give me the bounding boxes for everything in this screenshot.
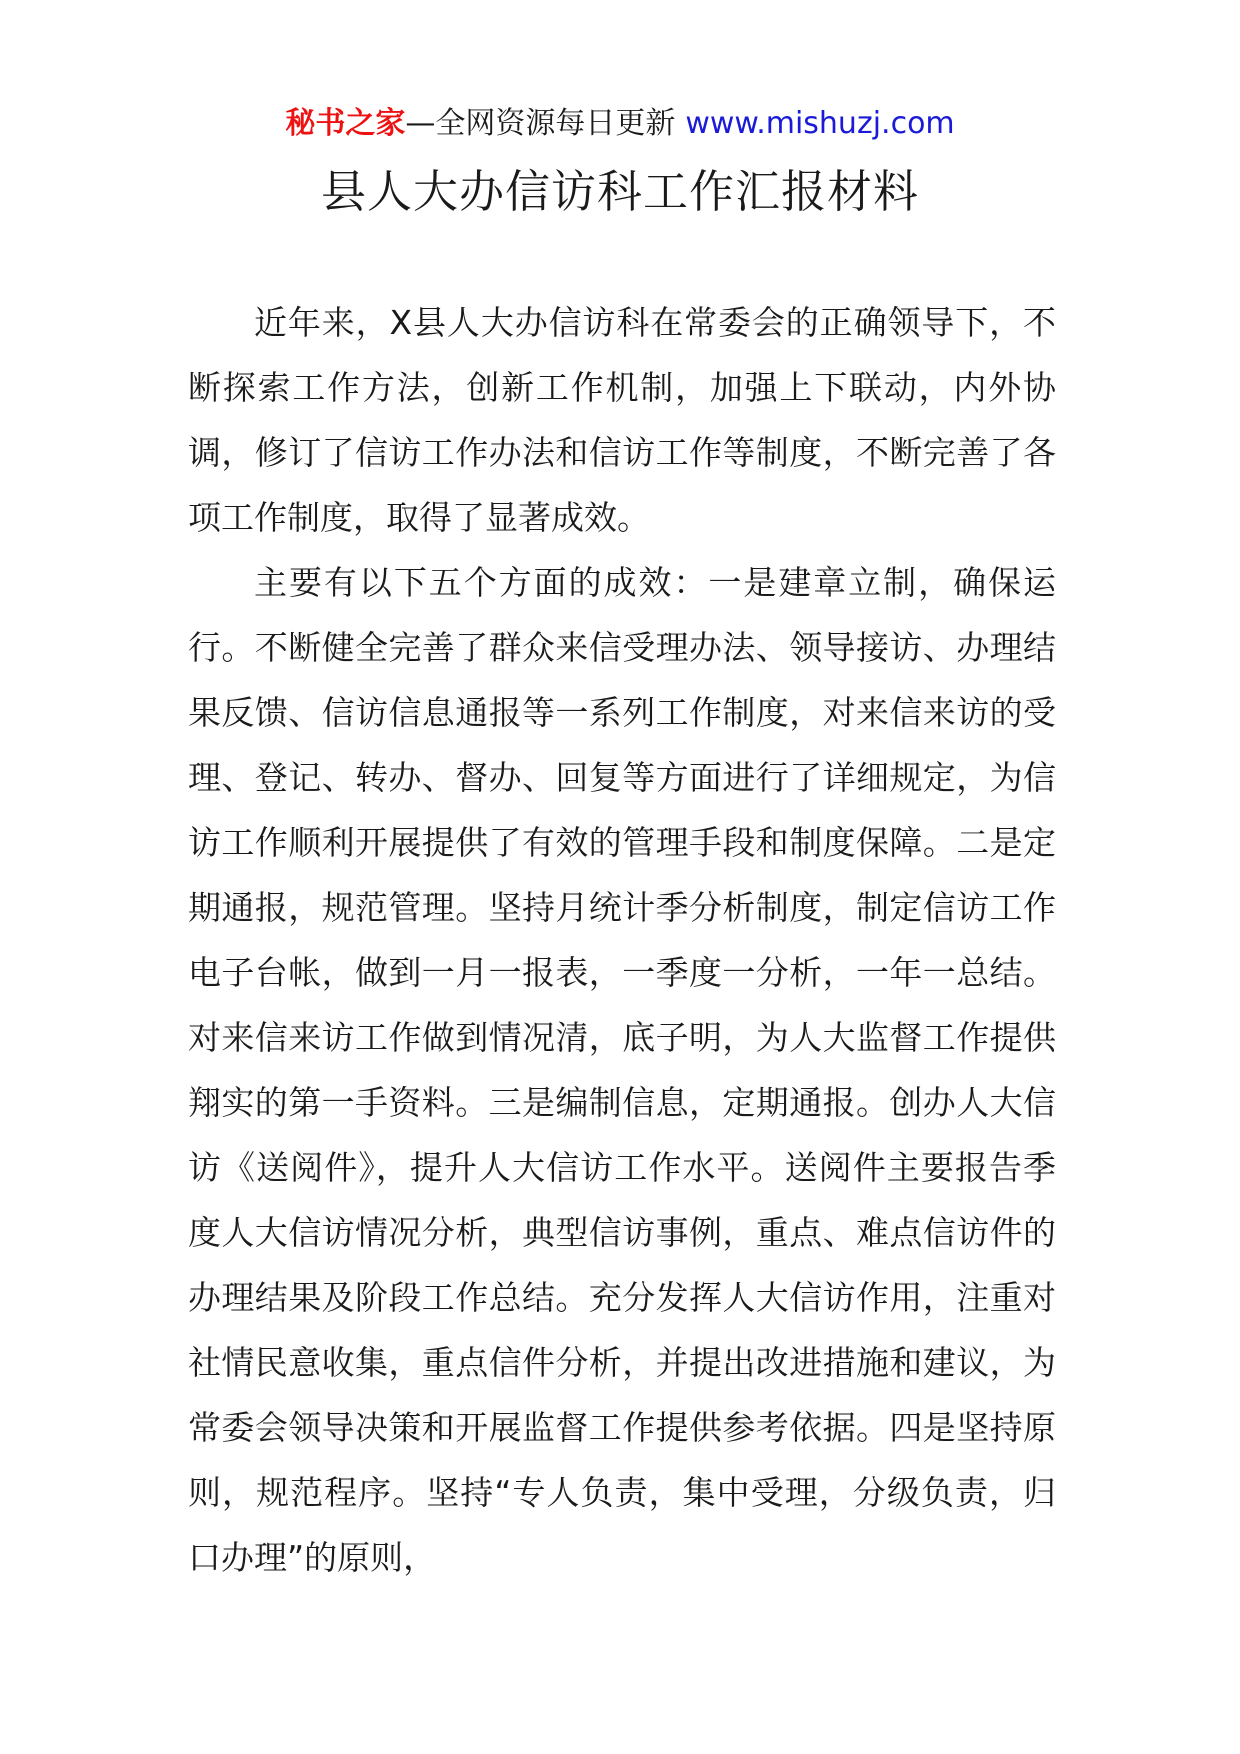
paragraph-intro: 近年来，X县人大办信访科在常委会的正确领导下，不断探索工作方法，创新工作机制，加强上下联动，内外协调，修订了信访工作办法和信访工作等制度，不断完善了各项工作制度，取得了显著成效。	[188, 303, 1056, 537]
site-url-link[interactable]: www.mishuzj.com	[685, 106, 955, 141]
document-body	[188, 290, 1056, 1590]
site-header	[0, 104, 1240, 144]
header-slogan: —全网资源每日更新	[405, 106, 676, 141]
document-title: 县人大办信访科工作汇报材料	[320, 165, 919, 218]
paragraph-achievements: 主要有以下五个方面的成效：一是建章立制，确保运行。不断健全完善了群众来信受理办法、领导接访、办理结果反馈、信访信息通报等一系列工作制度，对来信来访的受理、登记、转办、督办、回复等方面进行了详细规定，为信访工作顺利开展提供了有效的管理手段和制度保障。二是定期通报，规范管理。坚持月统计季分析制度，制定信访工作电子台帐，做到一月一报表，一季度一分析，一年一总结。对来信来访工作做到情况清，底子明，为人大监督工作提供翔实的第一手资料。三是编制信息，定期通报。创办人大信访《送阅件》，提升人大信访工作水平。送阅件主要报告季度人大信访情况分析，典型信访事例，重点、难点信访件的办理结果及阶段工作总结。充分发挥人大信访作用，注重对社情民意收集，重点信件分析，并提出改进措施和建议，为常委会领导决策和开展监督工作提供参考依据。四是坚持原则，规范程序。坚持“专人负责，集中受理，分级负责，归口办理”的原则，	[188, 563, 1056, 1577]
brand-name: 秘书之家	[285, 106, 406, 141]
